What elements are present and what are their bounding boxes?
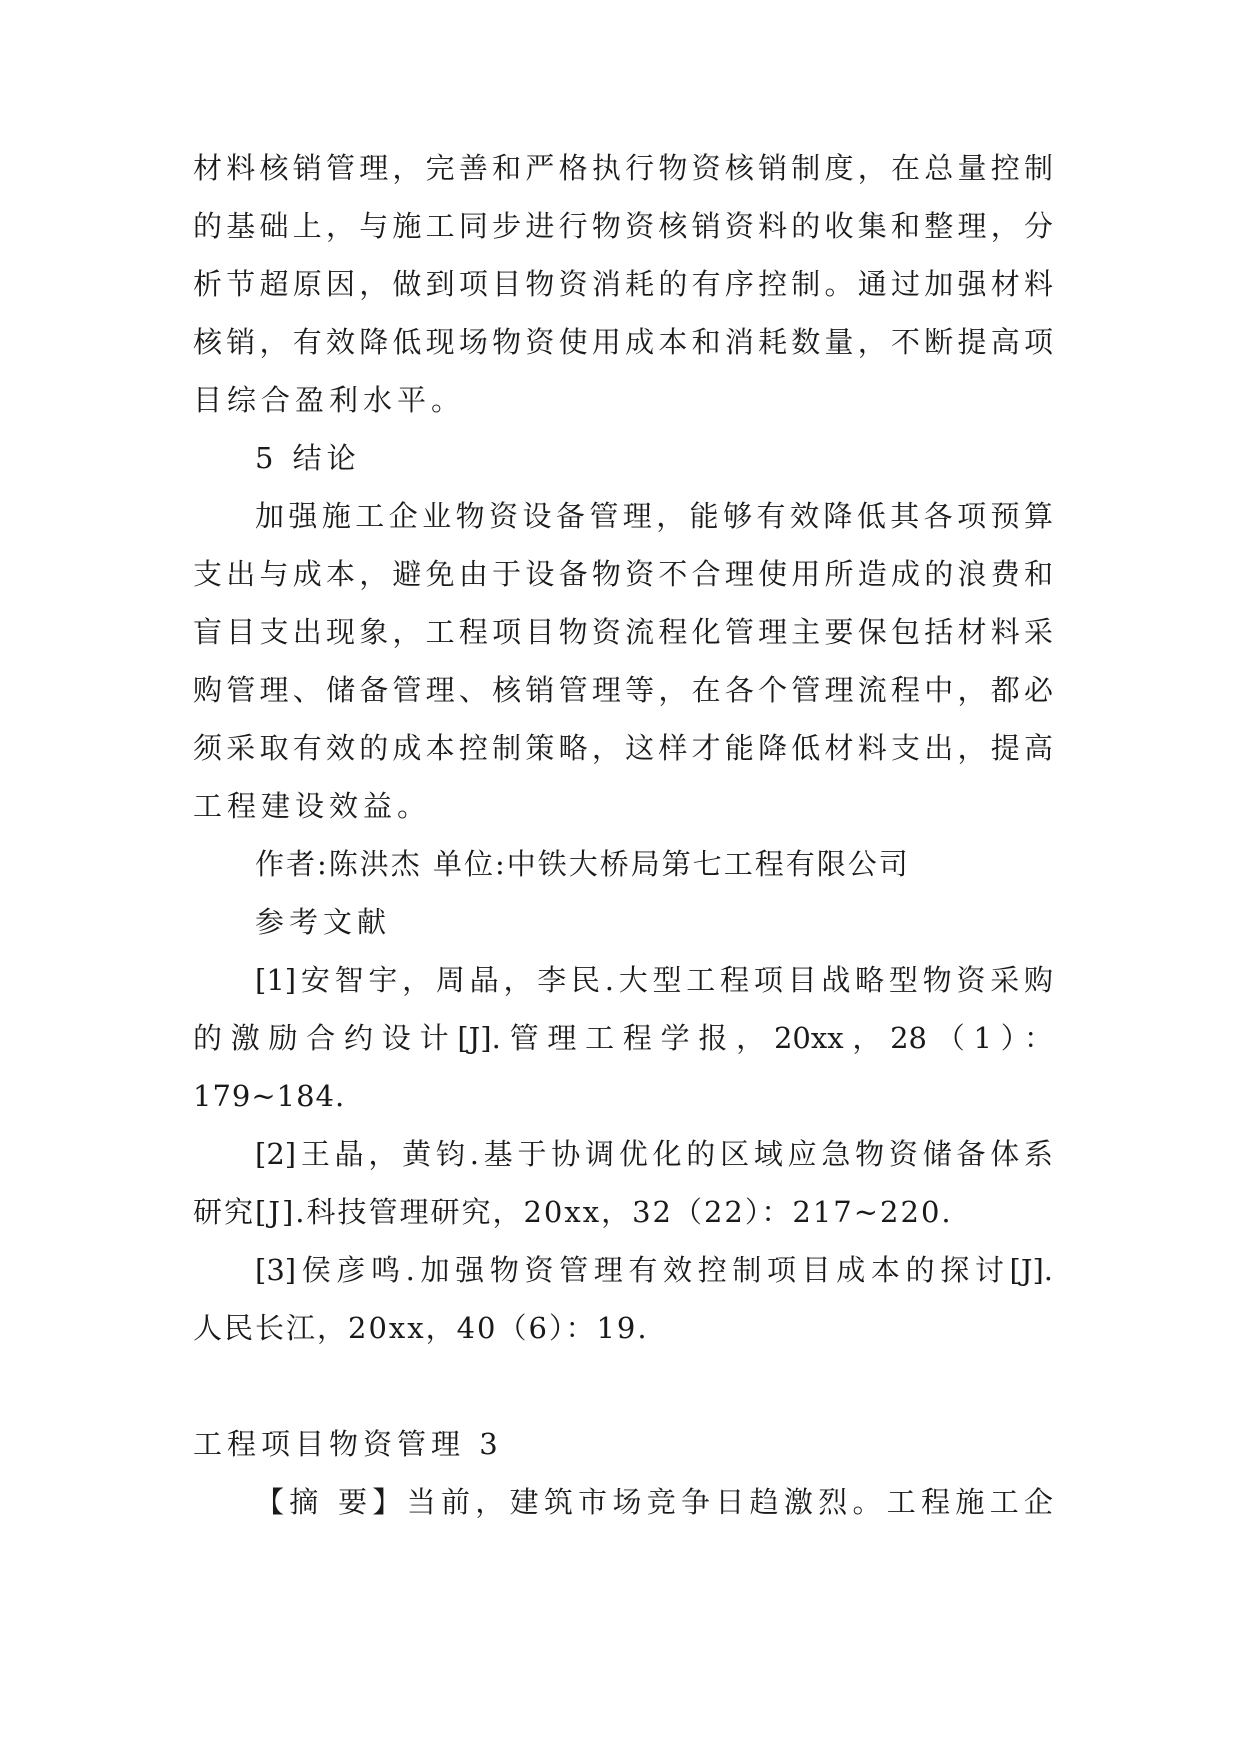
paragraph-line: 加强施工企业物资设备管理，能够有效降低其各项预算 [255, 499, 1053, 533]
paragraph-line: 盲目支出现象，工程项目物资流程化管理主要保包括材料采 [193, 615, 1053, 649]
author-line: 作者:陈洪杰 单位:中铁大桥局第七工程有限公司 [255, 847, 910, 881]
article-title: 工程项目物资管理 3 [193, 1427, 503, 1461]
reference-item: 人民长江，20xx，40（6）：19. [193, 1311, 649, 1345]
paragraph-line: 须采取有效的成本控制策略，这样才能降低材料支出，提高 [193, 731, 1053, 765]
reference-item: 的激励合约设计[J].管理工程学报，20xx，28（1）： [193, 1021, 1053, 1055]
paragraph-line: 析节超原因，做到项目物资消耗的有序控制。通过加强材料 [193, 267, 1053, 301]
abstract-line: 【摘 要】当前，建筑市场竞争日趋激烈。工程施工企 [255, 1485, 1053, 1519]
references-heading: 参考文献 [255, 905, 392, 939]
paragraph-line: 材料核销管理，完善和严格执行物资核销制度，在总量控制 [193, 151, 1053, 185]
paragraph-line: 购管理、储备管理、核销管理等，在各个管理流程中，都必 [193, 673, 1053, 707]
section-heading: 5 结论 [255, 441, 361, 475]
reference-item: 研究[J].科技管理研究，20xx，32（22）：217~220. [193, 1195, 953, 1229]
reference-item: [1]安智宇，周晶，李民.大型工程项目战略型物资采购 [255, 963, 1053, 997]
paragraph-line: 目综合盈利水平。 [193, 383, 466, 417]
reference-item: [2]王晶，黄钧.基于协调优化的区域应急物资储备体系 [255, 1137, 1053, 1171]
paragraph-line: 支出与成本，避免由于设备物资不合理使用所造成的浪费和 [193, 557, 1053, 591]
reference-item: 179~184. [193, 1079, 346, 1113]
paragraph-line: 核销，有效降低现场物资使用成本和消耗数量，不断提高项 [193, 325, 1053, 359]
paragraph-line: 工程建设效益。 [193, 789, 432, 823]
reference-item: [3]侯彦鸣.加强物资管理有效控制项目成本的探讨[J]. [255, 1253, 1053, 1287]
paragraph-line: 的基础上，与施工同步进行物资核销资料的收集和整理，分 [193, 209, 1053, 243]
